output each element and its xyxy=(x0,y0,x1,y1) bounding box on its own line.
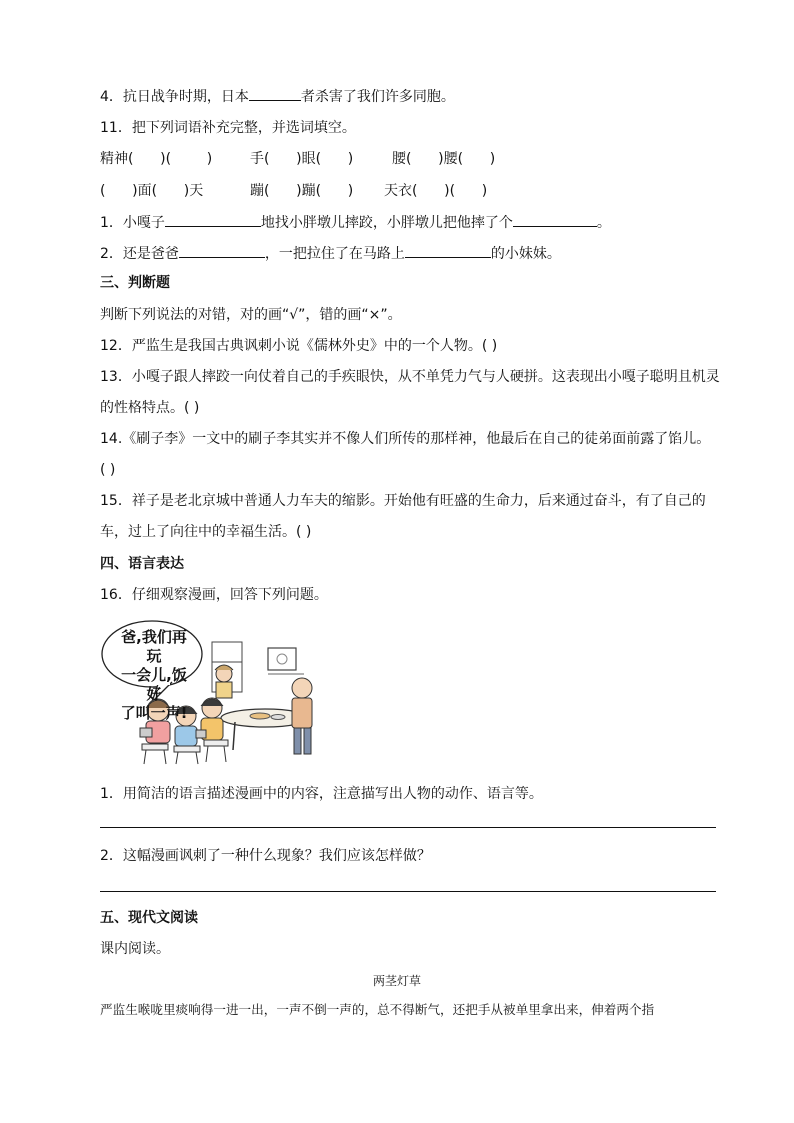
section-3-intro: 判断下列说法的对错，对的画“√”，错的画“×”。 xyxy=(100,307,402,323)
question-13-line-1: 13．小嘎子跟人摔跤一向仗着自己的手疾眼快，从不单凭力气与人硬拼。这表现出小嘎子聪明且机灵 xyxy=(100,369,720,385)
question-15-line-1: 15．祥子是老北京城中普通人力车夫的缩影。开始他有旺盛的生命力，后来通过奋斗，有了自己的 xyxy=(100,493,706,509)
question-12: 12．严监生是我国古典讽刺小说《儒林外史》中的一个人物。( ) xyxy=(100,338,498,354)
question-14-line-2: ( ) xyxy=(100,462,116,478)
worksheet-page: 4．抗日战争时期，日本 者杀害了我们许多同胞。 11．把下列词语补充完整，并选词填空。 精神( )( ) 手( )眼( ) 腰( )腰( ) ( )面( )天 蹦( )蹦( ) 天衣( )( ) 1．小嘎子 地找小胖墩儿摔跤，小胖墩儿把他摔了个 。 2．还是爸爸 ，一把拉住了在马路上 的小妹妹。 三、判断题 判断下列说法的对错，对的画“√”，错的画“×”。 12．严监生是我国古典讽刺小说《儒林外史》中的一个人物。( ) 13．小嘎子跟人摔跤一向仗着自己的手疾眼快，从不单凭力气与人硬拼。这表现出小嘎子聪明且机灵 的性格特点。( ) 14.《刷子李》一文中的刷子李其实并不像人们所传的那样神，他最后在自己的徒弟面前露了馅儿。 ( ) 15．祥子是老北京城中普通人力车夫的缩影。开始他有旺盛的生命力，后来通过奋斗，有了自己的 车，过上了向往中的幸福生活。( ) 四、语言表达 16．仔细观察漫画，回答下列问题。 爸,我们再玩 一会儿,饭好 了叫一声! 1．用简洁的语言描述漫画中的内容，注意描写出人物的动作、语言等。 2．这幅漫画讽刺了一种什么现象？我们应该怎样做？ 五、现代文阅读 课内阅读。 两茎灯草 严监生喉咙里痰响得一进一出，一声不倒一声的，总不得断气，还把手从被单里拿出来，伸着两个指 xyxy=(0,0,794,1123)
section-4-heading: 四、语言表达 xyxy=(100,556,184,572)
answer-blank[interactable] xyxy=(179,243,265,258)
answer-line[interactable] xyxy=(100,891,716,892)
q11-sentence-1: 1．小嘎子 地找小胖墩儿摔跤，小胖墩儿把他摔了个 。 xyxy=(100,212,611,233)
answer-blank[interactable] xyxy=(165,212,261,227)
speech-bubble-text: 爸,我们再玩 一会儿,饭好 了叫一声! xyxy=(120,628,188,722)
question-4: 4．抗日战争时期，日本 者杀害了我们许多同胞。 xyxy=(100,86,455,107)
q11-sentence-2: 2．还是爸爸 ，一把拉住了在马路上 的小妹妹。 xyxy=(100,243,561,264)
question-16-sub-2: 2．这幅漫画讽刺了一种什么现象？我们应该怎样做？ xyxy=(100,848,431,864)
question-15-line-2: 车，过上了向往中的幸福生活。( ) xyxy=(100,524,312,540)
question-16: 16．仔细观察漫画，回答下列问题。 xyxy=(100,587,328,603)
question-14-line-1: 14.《刷子李》一文中的刷子李其实并不像人们所传的那样神，他最后在自己的徒弟面前露了馅儿。 xyxy=(100,431,711,447)
answer-blank[interactable] xyxy=(249,86,301,101)
section-5-intro: 课内阅读。 xyxy=(100,941,170,957)
answer-line[interactable] xyxy=(100,827,716,828)
reading-title: 两茎灯草 xyxy=(372,974,421,988)
answer-blank[interactable] xyxy=(405,243,491,258)
answer-blank[interactable] xyxy=(513,212,597,227)
question-13-line-2: 的性格特点。( ) xyxy=(100,400,200,416)
section-5-heading: 五、现代文阅读 xyxy=(100,910,198,926)
question-16-sub-1: 1．用简洁的语言描述漫画中的内容，注意描写出人物的动作、语言等。 xyxy=(100,786,543,802)
question-11-title: 11．把下列词语补充完整，并选词填空。 xyxy=(100,120,356,136)
reading-text-line-1: 严监生喉咙里痰响得一进一出，一声不倒一声的，总不得断气，还把手从被单里拿出来，伸着两个指 xyxy=(100,1002,655,1017)
cartoon-illustration xyxy=(100,618,324,766)
section-3-heading: 三、判断题 xyxy=(100,275,170,291)
